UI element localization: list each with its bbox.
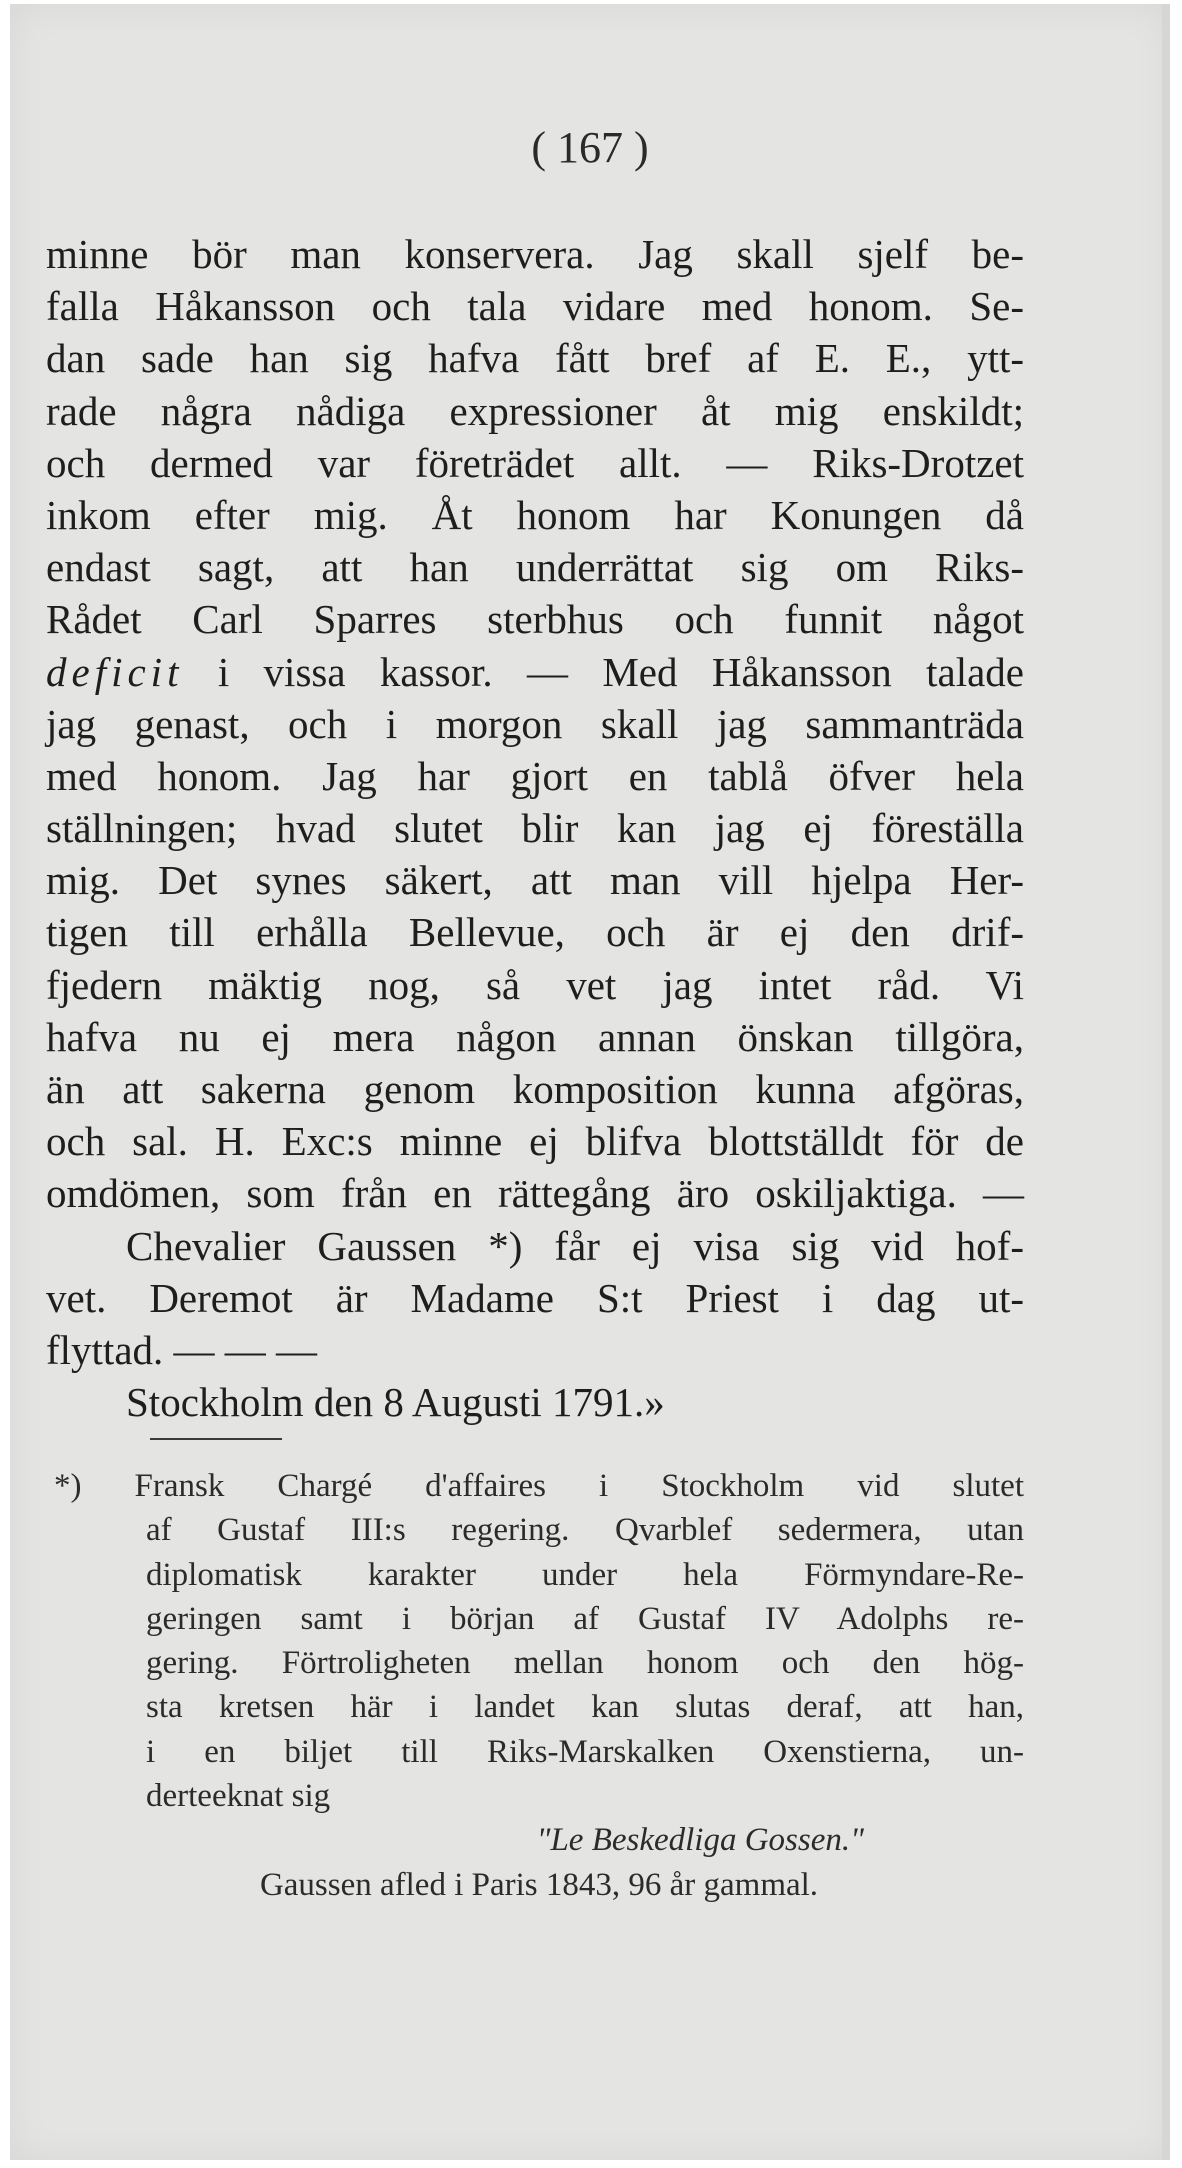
page-edge	[1162, 4, 1170, 2160]
footnote-line: geringen samt i början af Gustaf IV Adolphs re-	[146, 1600, 1024, 1637]
footnote-line: *) Fransk Chargé d'affaires i Stockholm vid slutet	[54, 1468, 1024, 1504]
footnote-line: i en biljet till Riks-Marskalken Oxenstierna, un-	[146, 1733, 1024, 1770]
footnote-line: derteeknat sig	[146, 1778, 331, 1815]
text-line: endast sagt, att han underrättat sig om Riks-	[46, 544, 1024, 591]
text-line: och sal. H. Exc:s minne ej blifva blottställdt för de	[46, 1118, 1024, 1165]
text-line: och dermed var företrädet allt. — Riks-Drotzet	[46, 439, 1024, 486]
text-line: inkom efter mig. Åt honom har Konungen då	[46, 491, 1024, 538]
text-line: vet. Deremot är Madame S:t Priest i dag ut-	[46, 1274, 1024, 1321]
emphasized-word: deficit	[46, 648, 184, 695]
footnote-divider	[150, 1438, 282, 1440]
text-line: med honom. Jag har gjort en tablå öfver hela	[46, 752, 1024, 799]
text-line: falla Håkansson och tala vidare med honom. Se-	[46, 283, 1024, 330]
text-line: Chevalier Gaussen *) får ej visa sig vid hof-	[126, 1222, 1024, 1269]
footnote-signature: "Le Beskedliga Gossen."	[536, 1822, 864, 1859]
text-line: jag genast, och i morgon skall jag sammanträda	[46, 700, 1024, 747]
text-line-deficit: deficit i vissa kassor. — Med Håkansson talade	[46, 648, 1024, 695]
text-line: rade några nådiga expressioner åt mig enskildt;	[46, 387, 1024, 434]
text-line: Rådet Carl Sparres sterbhus och funnit något	[46, 596, 1024, 643]
text-line: ställningen; hvad slutet blir kan jag ej föreställa	[46, 805, 1024, 852]
footnote-line: diplomatisk karakter under hela Förmyndare-Re-	[146, 1556, 1024, 1593]
text-line: hafva nu ej mera någon annan önskan tillgöra,	[46, 1013, 1024, 1060]
text-line: tigen till erhålla Bellevue, och är ej den drif-	[46, 909, 1024, 956]
text-line: mig. Det synes säkert, att man vill hjelpa Her-	[46, 857, 1024, 904]
footnote-line: gering. Förtroligheten mellan honom och den hög-	[146, 1645, 1024, 1682]
page-number-header: ( 167 )	[531, 123, 649, 172]
footnote-line: af Gustaf III:s regering. Qvarblef sedermera, utan	[146, 1512, 1024, 1549]
text-line: dan sade han sig hafva fått bref af E. E., ytt-	[46, 335, 1024, 382]
text-line: omdömen, som från en rättegång äro oskiljaktiga. —	[46, 1170, 1024, 1217]
footnote-line: Gaussen afled i Paris 1843, 96 år gammal.	[259, 1866, 819, 1903]
text-line: minne bör man konservera. Jag skall sjelf be-	[46, 231, 1024, 277]
date-line: Stockholm den 8 Augusti 1791.»	[126, 1379, 665, 1426]
text-line: fjedern mäktig nog, så vet jag intet råd. Vi	[46, 961, 1024, 1008]
text-line: flyttad. — — —	[46, 1326, 318, 1373]
footnote	[54, 1464, 1024, 1907]
body-text	[46, 228, 1024, 1428]
footnote-line: sta kretsen här i landet kan slutas deraf, att han,	[146, 1689, 1024, 1726]
text-line: än att sakerna genom komposition kunna afgöras,	[46, 1066, 1024, 1112]
book-page	[10, 4, 1170, 2160]
